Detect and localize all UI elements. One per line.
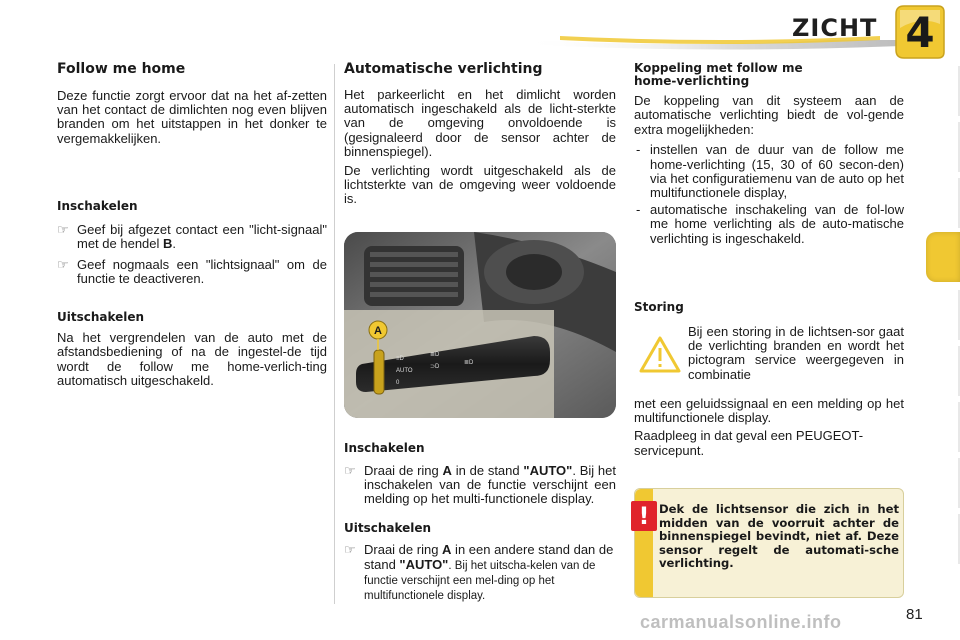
chapter-number: 4	[905, 8, 935, 57]
item-text: Draai de ring	[364, 462, 443, 478]
item-text: .	[172, 236, 177, 252]
list-item	[344, 543, 616, 602]
chapter-tab-active[interactable]	[926, 232, 960, 282]
item-text: . Bij het uitscha-kelen van de functie verschijnt een mel-ding op het multifunctionele display.	[364, 559, 596, 602]
item-bold: "AUTO"	[399, 556, 449, 572]
warning-triangle-icon	[638, 335, 682, 375]
page-header	[0, 0, 960, 60]
chapter-tab[interactable]	[928, 458, 960, 508]
list-item: - automatische inschakeling van de fol-low me home verlichting als de auto-matische verlichting is ingeschakeld.	[636, 201, 904, 246]
item-bold: "AUTO"	[523, 462, 573, 478]
exclamation-icon: !	[631, 501, 657, 531]
item-text: in de stand	[451, 462, 524, 478]
item-text: instellen van de duur van de follow me home-verlichting (15, 30 of 60 secon-den) via het configuratiemenu van de auto op het multifunctionele display,	[650, 142, 904, 201]
warning-box	[634, 488, 904, 598]
item-text: automatische inschakeling van de fol-low me home verlichting als de auto-matische verlichting is ingeschakeld.	[650, 201, 904, 246]
intro-paragraph: Deze functie zorgt ervoor dat na het af-zetten van het contact de dimlichten nog even blijven branden om het uitstappen in het donker te vergemakkelijken.	[57, 87, 327, 146]
subheading-uitschakelen: Uitschakelen	[57, 310, 145, 325]
svg-text:⊃D: ⊃D	[430, 364, 440, 370]
section-heading: Follow me home	[57, 61, 186, 77]
column-coupling	[634, 62, 904, 246]
chapter-tab[interactable]	[928, 346, 960, 396]
item-text: . Bij het inschakelen van de functie verschijnt een melding op het multi-functionele display.	[364, 462, 617, 507]
section-heading: Automatische verlichting	[344, 61, 543, 77]
subheading-uitschakelen: Uitschakelen	[344, 520, 432, 535]
column-automatic-lighting-steps	[344, 441, 616, 603]
light-stalk-illustration	[344, 232, 616, 418]
fault-paragraph-c: Raadpleeg in dat geval een PEUGEOT-servicepunt.	[634, 428, 864, 458]
paragraph: Na het vergrendelen van de auto met de afstandsbediening of na de ingestel-de tijd wordt de follow me home-verlich-ting automatisch uitgeschakeld.	[57, 330, 327, 389]
svg-text:≣D: ≣D	[430, 352, 440, 358]
item-text: in een andere stand dan de stand	[364, 542, 614, 572]
fault-paragraph-b: met een geluidssignaal en een melding op het multifunctionele display.	[634, 395, 904, 425]
pointer-icon: ☞	[57, 256, 69, 272]
pointer-icon: ☞	[344, 462, 356, 478]
paragraph: De verlichting wordt uitgeschakeld als de lichtsterkte van de omgeving weer voldoende is.	[344, 162, 616, 207]
chapter-badge	[894, 2, 946, 60]
svg-text:≡D: ≡D	[396, 356, 404, 362]
fault-paragraph-a: Bij een storing in de lichtsen-sor gaat de verlichting branden en wordt het pictogram service weergegeven in combinatie	[688, 323, 904, 382]
item-bold: A	[442, 462, 452, 478]
pointer-icon: ☞	[344, 542, 356, 558]
column-divider	[334, 64, 335, 604]
item-bold: A	[442, 542, 452, 558]
label-a: A	[374, 325, 382, 337]
list-item	[344, 464, 616, 507]
fault-block	[634, 325, 904, 397]
chapter-tab[interactable]	[928, 66, 960, 116]
chapter-tab[interactable]	[928, 290, 960, 340]
column-follow-me-home	[57, 62, 327, 389]
paragraph: Het parkeerlicht en het dimlicht worden automatisch ingeschakeld als de licht-sterkte van de omgeving onvoldoende is (gesignaleerd door de sensor achter de binnenspiegel).	[344, 86, 616, 160]
chapter-title: ZICHT	[792, 14, 878, 42]
chapter-tab[interactable]	[928, 514, 960, 564]
list-item	[57, 223, 327, 252]
light-stalk-photo	[344, 232, 616, 418]
chapter-tabs	[928, 66, 960, 580]
page-number: 81	[906, 606, 923, 623]
chapter-tab[interactable]	[928, 122, 960, 172]
subheading-inschakelen: Inschakelen	[344, 441, 425, 455]
column-automatic-lighting	[344, 62, 616, 207]
pointer-icon: ☞	[57, 221, 69, 237]
chapter-tab[interactable]	[928, 402, 960, 452]
list-item: - instellen van de duur van de follow me home-verlichting (15, 30 of 60 secon-den) via het configuratiemenu van de auto op het multifunctionele display,	[636, 142, 904, 201]
paragraph: De koppeling van dit systeem aan de automatische verlichting biedt de vol-gende extra mogelijkheden:	[634, 93, 904, 137]
list-item	[57, 258, 327, 287]
item-bold: B	[163, 236, 173, 252]
chapter-tab[interactable]	[928, 178, 960, 228]
subheading-inschakelen: Inschakelen	[57, 199, 138, 214]
warning-text: Dek de lichtsensor die zich in het midden van de voorruit achter de binnenspiegel bevindt, niet af. Deze sensor regelt de automati-sche verlichting.	[659, 502, 899, 570]
svg-text:0: 0	[396, 380, 400, 386]
item-text: Geef nogmaals een "lichtsignaal" om de functie te deactiveren.	[77, 256, 327, 287]
item-text: Draai de ring	[364, 542, 443, 558]
watermark: carmanualsonline.info	[640, 612, 842, 632]
svg-text:≣D: ≣D	[464, 360, 474, 366]
section-heading: Koppeling met follow me home-verlichting	[634, 61, 803, 88]
item-text: Geef bij afgezet contact een "licht-signaal" met de hendel	[77, 221, 327, 252]
section-fault	[634, 300, 904, 458]
switch-auto-label: AUTO	[396, 368, 413, 374]
subheading-storing: Storing	[634, 300, 684, 314]
